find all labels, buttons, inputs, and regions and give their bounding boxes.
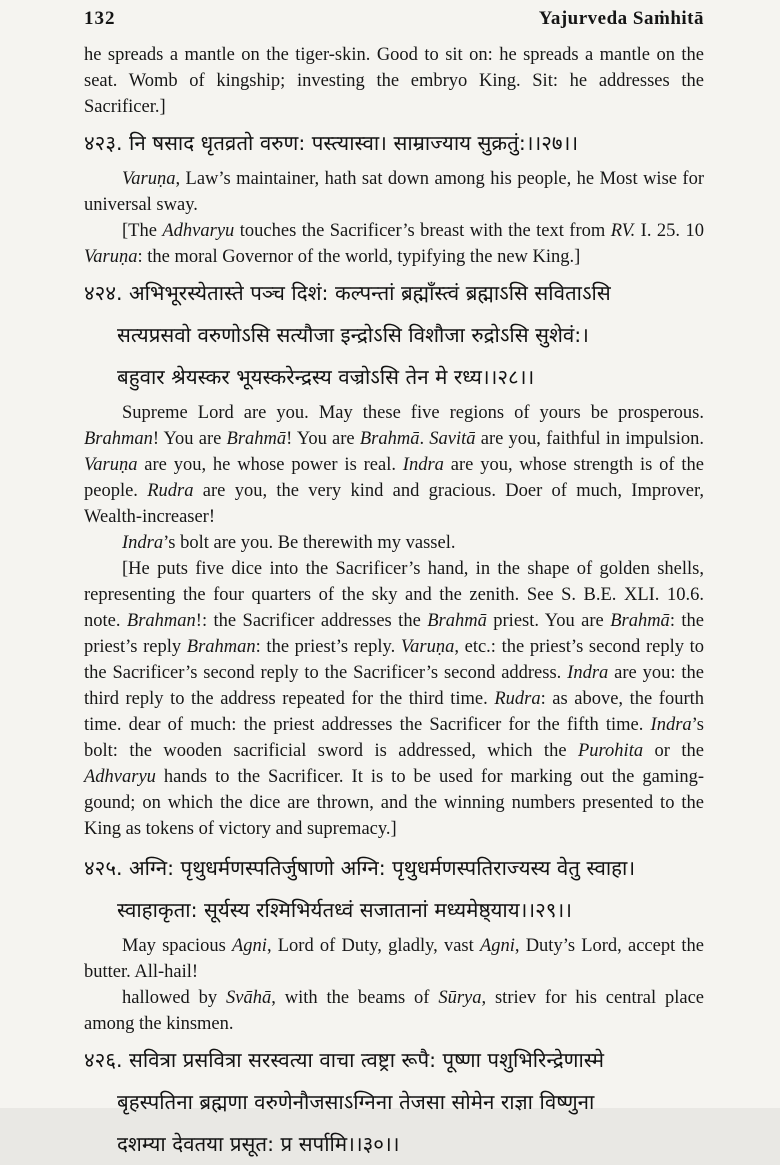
translation-424-part2: Indra’s bolt are you. Be therewith my vassel. <box>122 533 456 553</box>
verse-line: ४२४. अभिभूरस्येतास्ते पञ्च दिशं: कल्पन्तां ब्रह्माँस्त्वं ब्रह्माऽसि सविताऽसि <box>84 281 611 305</box>
commentary-423: [The Adhvaryu touches the Sacrificer’s breast with the text from RV. I. 25. 10 Varuṇa: the moral Governor of the world, typifying the new King.] <box>84 221 704 267</box>
verse-423 <box>84 122 704 164</box>
translation-423: Varuṇa, Law’s maintainer, hath sat down among his people, he Most wise for universal sway. <box>84 169 704 215</box>
page-number: 132 <box>84 8 116 29</box>
running-title: Yajurveda Saṁhitā <box>538 8 704 29</box>
verse-line: सत्यप्रसवो वरुणोऽसि सत्यौजा इन्द्रोऽसि विशौजा रुद्रोऽसि सुशेवं:। <box>117 323 589 347</box>
paragraph-continuation: he spreads a mantle on the tiger-skin. Good to sit on: he spreads a mantle on the seat. Womb of kingship; investing the embryo King. Sit: he addresses the Sacrificer.] <box>84 45 704 117</box>
verse-line: स्वाहाकृता: सूर्यस्य रश्मिभिर्यतध्वं सजातानां मध्यमेष्ठ्याय।।२९।। <box>117 898 573 922</box>
verse-line: ४२३. नि षसाद धृतव्रतो वरुण: पस्त्यास्वा। साम्राज्याय सुक्रतुं:।।२७।। <box>84 131 579 155</box>
verse-line: दशम्या देवतया प्रसूत: प्र सर्पामि।।३०।। <box>117 1132 400 1156</box>
verse-426 <box>84 1039 704 1165</box>
translation-425-part1: May spacious Agni, Lord of Duty, gladly, vast Agni, Duty’s Lord, accept the butter. All-hail! <box>84 936 705 982</box>
verse-line: बहुवार श्रेयस्कर भूयस्करेन्द्रस्य वज्रोऽसि तेन मे रध्य।।२८।। <box>117 365 535 389</box>
verse-line: ४२५. अग्नि: पृथुधर्मणस्पतिर्जुषाणो अग्नि: पृथुधर्मणस्पतिराज्यस्य वेतु स्वाहा। <box>84 856 636 880</box>
verse-424 <box>84 272 704 398</box>
verse-425 <box>84 847 704 931</box>
commentary-424: [He puts five dice into the Sacrificer’s hand, in the shape of golden shells, representing the four quarters of the sky and the zenith. See S. B.E. XLI. 10.6. note. Brahman!: the Sacrificer addresses the Brahmā priest. You are Brahmā: the priest’s reply Brahman: the priest’s reply. Varuṇa, etc.: the priest’s second reply to the Sacrificer’s second reply to the Sacrificer’s second address. Indra are you: the third reply to the address repeated for the third time. Rudra: as above, the fourth time. dear of much: the priest addresses the Sacrificer for the fifth time. Indra’s bolt: the wooden sacrificial sword is addressed, which the Purohita or the Adhvaryu hands to the Sacrificer. It is to be used for marking out the gaming-gound; on which the dice are thrown, and the winning numbers presented to the King as tokens of victory and supremacy.] <box>84 559 705 839</box>
page-header <box>84 8 704 30</box>
translation-425-part2: hallowed by Svāhā, with the beams of Sūrya, striev for his central place among the kinsmen. <box>84 988 705 1034</box>
translation-424-part1: Supreme Lord are you. May these five regions of yours be prosperous. Brahman! You are Brahmā! You are Brahmā. Savitā are you, faithful in impulsion. Varuṇa are you, he whose power is real. Indra are you, whose strength is of the people. Rudra are you, the very kind and gracious. Doer of much, Improver, Wealth-increaser! <box>84 403 705 527</box>
verse-line: बृहस्पतिना ब्रह्मणा वरुणेनौजसाऽग्निना तेजसा सोमेन राज्ञा विष्णुना <box>117 1090 595 1114</box>
verse-line: ४२६. सवित्रा प्रसवित्रा सरस्वत्या वाचा त्वष्ट्रा रूपै: पूष्णा पशुभिरिन्द्रेणास्मे <box>84 1048 605 1072</box>
